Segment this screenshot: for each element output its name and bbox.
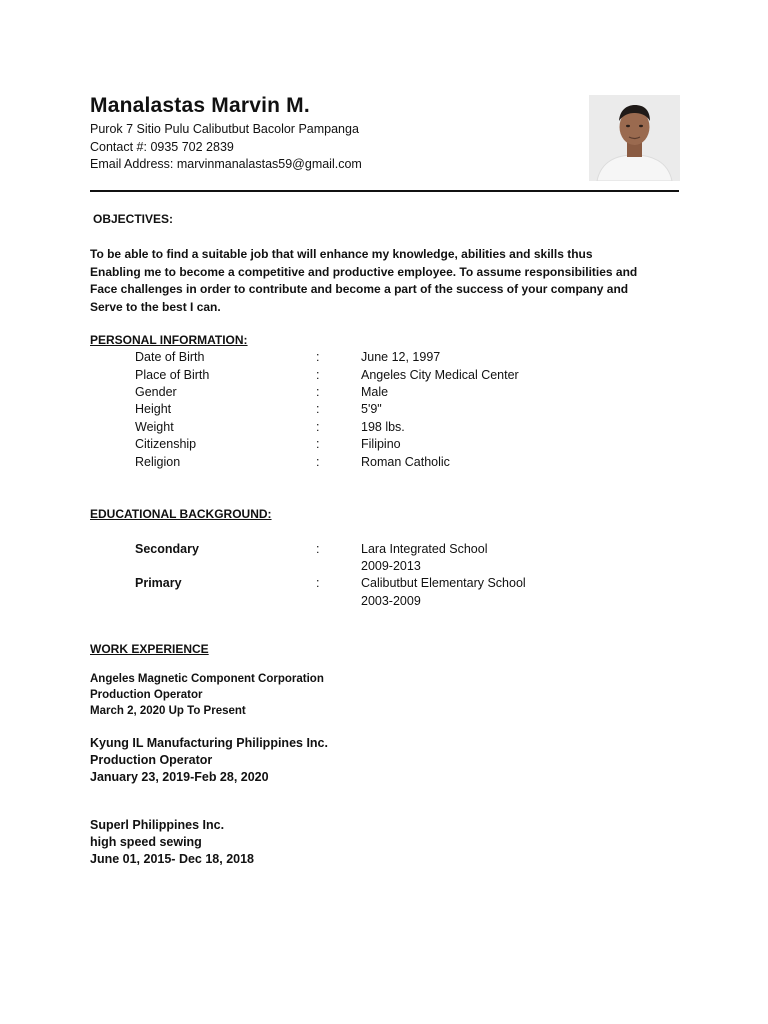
field-value: 5'9" (361, 402, 382, 416)
personal-info-heading: PERSONAL INFORMATION: (90, 333, 248, 347)
person-photo-icon (589, 95, 680, 181)
field-label: Citizenship (135, 437, 197, 451)
education-level: Secondary (135, 542, 199, 556)
field-value: June 12, 1997 (361, 350, 441, 364)
applicant-photo (589, 95, 680, 181)
job-position: high speed sewing (90, 835, 202, 849)
education-level: Primary (135, 576, 182, 590)
objective-line: Serve to the best I can. (90, 299, 221, 314)
field-separator: : (316, 437, 320, 451)
objective-line: Face challenges in order to contribute and become a part of the success of your company and (90, 282, 629, 296)
job-dates: March 2, 2020 Up To Present (90, 705, 246, 717)
field-separator: : (316, 542, 320, 556)
field-value: Filipino (361, 437, 401, 451)
field-separator: : (316, 576, 320, 590)
field-separator: : (316, 455, 320, 469)
personal-row-weight (0, 420, 768, 438)
job-entry (90, 671, 324, 719)
field-value: Angeles City Medical Center (361, 368, 519, 382)
job-dates: January 23, 2019-Feb 28, 2020 (90, 770, 269, 784)
field-label: Height (135, 402, 172, 416)
contact-line: Contact #: 0935 702 2839 (90, 140, 234, 154)
job-entry (90, 817, 254, 868)
field-label: Date of Birth (135, 350, 205, 364)
objectives-heading: OBJECTIVES: (93, 212, 174, 226)
personal-row-religion (0, 455, 768, 473)
field-label: Religion (135, 455, 181, 469)
field-value: Roman Catholic (361, 455, 450, 469)
field-value: 198 lbs. (361, 420, 405, 434)
job-company: Superl Philippines Inc. (90, 818, 225, 832)
field-separator: : (316, 402, 320, 416)
personal-row-gender (0, 385, 768, 403)
field-separator: : (316, 420, 320, 434)
school-name: Lara Integrated School (361, 542, 488, 556)
field-separator: : (316, 368, 320, 382)
field-label: Weight (135, 420, 174, 434)
objective-line: To be able to find a suitable job that will enhance my knowledge, abilities and skills thus (90, 247, 593, 261)
job-position: Production Operator (90, 689, 203, 701)
header-divider (90, 190, 679, 192)
job-company: Angeles Magnetic Component Corporation (90, 673, 324, 685)
job-dates: June 01, 2015- Dec 18, 2018 (90, 852, 255, 866)
field-label: Place of Birth (135, 368, 210, 382)
job-company: Kyung IL Manufacturing Philippines Inc. (90, 736, 328, 750)
education-heading: EDUCATIONAL BACKGROUND: (90, 507, 272, 521)
work-experience-heading: WORK EXPERIENCE (90, 642, 209, 656)
job-entry (90, 735, 328, 786)
applicant-name: Manalastas Marvin M. (90, 94, 310, 117)
school-name: Calibutbut Elementary School (361, 576, 526, 590)
education-row-secondary (0, 542, 768, 560)
education-years-secondary (0, 559, 768, 577)
education-row-primary (0, 576, 768, 594)
objective-line: Enabling me to become a competitive and productive employee. To assume responsibilities and (90, 264, 638, 279)
personal-row-birthplace (0, 368, 768, 386)
email-line: Email Address: marvinmanalastas59@gmail.com (90, 157, 362, 171)
objectives-text (90, 246, 690, 316)
address-line: Purok 7 Sitio Pulu Calibutbut Bacolor Pampanga (90, 122, 359, 136)
personal-row-birthdate (0, 350, 768, 368)
education-years-primary (0, 594, 768, 612)
school-years: 2003-2009 (361, 594, 421, 608)
personal-row-citizenship (0, 437, 768, 455)
school-years: 2009-2013 (361, 559, 421, 573)
field-value: Male (361, 385, 389, 399)
field-separator: : (316, 350, 320, 364)
job-position: Production Operator (90, 753, 213, 767)
personal-row-height (0, 402, 768, 420)
field-label: Gender (135, 385, 177, 399)
field-separator: : (316, 385, 320, 399)
